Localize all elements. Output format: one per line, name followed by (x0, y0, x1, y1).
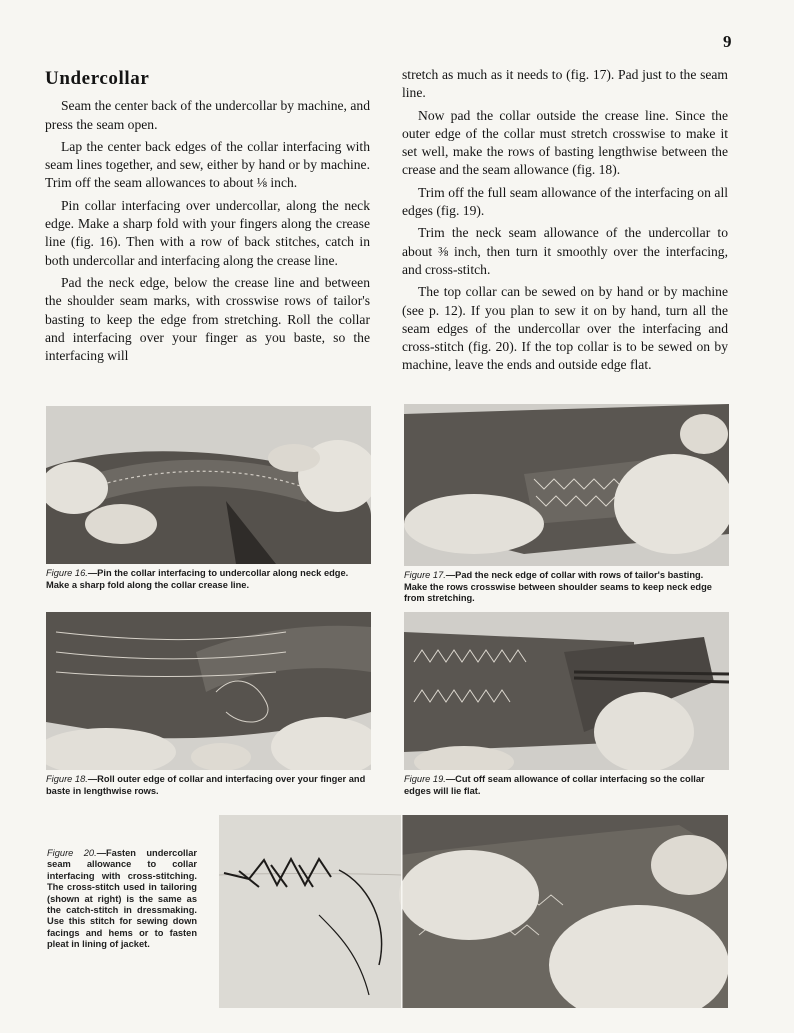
figure-17-photo (404, 404, 729, 566)
figure-label: Figure 18. (46, 774, 88, 784)
figure-label: Figure 17. (404, 570, 446, 580)
figure-18-caption (46, 774, 371, 797)
figure-label: Figure 16. (46, 568, 88, 578)
figure-caption-text: —Cut off seam allowance of collar interfacing so the collar edges will lie flat. (404, 774, 705, 796)
figure-18-photo (46, 612, 371, 770)
figure-20-caption (47, 848, 197, 951)
figure-17-caption (404, 570, 729, 605)
figure-20-photo (219, 815, 728, 1008)
figure-16-photo (46, 406, 371, 564)
paragraph: Trim the neck seam allowance of the undercollar to about ⅜ inch, then turn it smoothly over the interfacing, and cross-stitch. (402, 225, 728, 277)
figure-19-photo (404, 612, 729, 770)
right-column (402, 66, 728, 379)
paragraph: Pad the neck edge, below the crease line and between the shoulder seam marks, with crosswise rows of tailor's basting to keep the edge from stretching. Roll the collar and interfacing over your finger as you baste, so the interfacing will (45, 274, 370, 364)
figure-19 (404, 612, 729, 797)
figure-17 (404, 404, 729, 605)
section-heading: Undercollar (45, 68, 150, 89)
figure-label: Figure 19. (404, 774, 446, 784)
figure-19-caption (404, 774, 729, 797)
page-number: 9 (723, 32, 732, 51)
paragraph: Now pad the collar outside the crease line. Since the outer edge of the collar must stretch crosswise to make it set well, make the rows of basting lengthwise between the crease and the seam allowance (fig. 18). (402, 107, 728, 178)
paragraph: Lap the center back edges of the collar interfacing with seam lines together, and sew, either by hand or by machine. Trim off the seam allowances to about ⅛ inch. (45, 138, 370, 191)
figure-16 (46, 406, 371, 591)
figure-caption-text: —Pad the neck edge of collar with rows of tailor's basting. Make the rows crosswise between shoulder seams to keep neck edge from stretching. (404, 570, 712, 604)
figure-caption-text: —Fasten undercollar seam allowance to collar interfacing with cross-stitching. The cross-stitch used in tailoring (shown at right) is the same as the catch-stitch in dressmaking. Use this stitch for sewing down facings and hems or to fasten pleat in lining of jacket. (47, 848, 197, 950)
figure-caption-text: —Pin the collar interfacing to undercollar along neck edge. Make a sharp fold along the collar crease line. (46, 568, 349, 590)
paragraph: Pin collar interfacing over undercollar, along the neck edge. Make a sharp fold with your fingers along the crease line (fig. 16). Then with a row of back stitches, catch in both undercollar and interfacing along the crease line. (45, 197, 370, 268)
figure-caption-text: —Roll outer edge of collar and interfacing over your finger and baste in lengthwise rows. (46, 774, 366, 796)
left-column (45, 70, 370, 369)
figure-16-caption (46, 568, 371, 591)
paragraph: The top collar can be sewed on by hand or by machine (see p. 12). If you plan to sew it on by hand, turn all the seam edges of the undercollar over the interfacing and cross-stitch (fig. 20). If the top collar is to be sewed on by machine, leave the ends and outside edge flat. (402, 284, 728, 373)
paragraph-continuation: stretch as much as it needs to (fig. 17). Pad just to the seam line. (402, 67, 728, 101)
figure-18 (46, 612, 371, 797)
figure-label: Figure 20. (47, 848, 97, 858)
paragraph: Seam the center back of the undercollar by machine, and press the seam open. (45, 98, 370, 132)
paragraph: Trim off the full seam allowance of the interfacing on all edges (fig. 19). (402, 184, 728, 219)
